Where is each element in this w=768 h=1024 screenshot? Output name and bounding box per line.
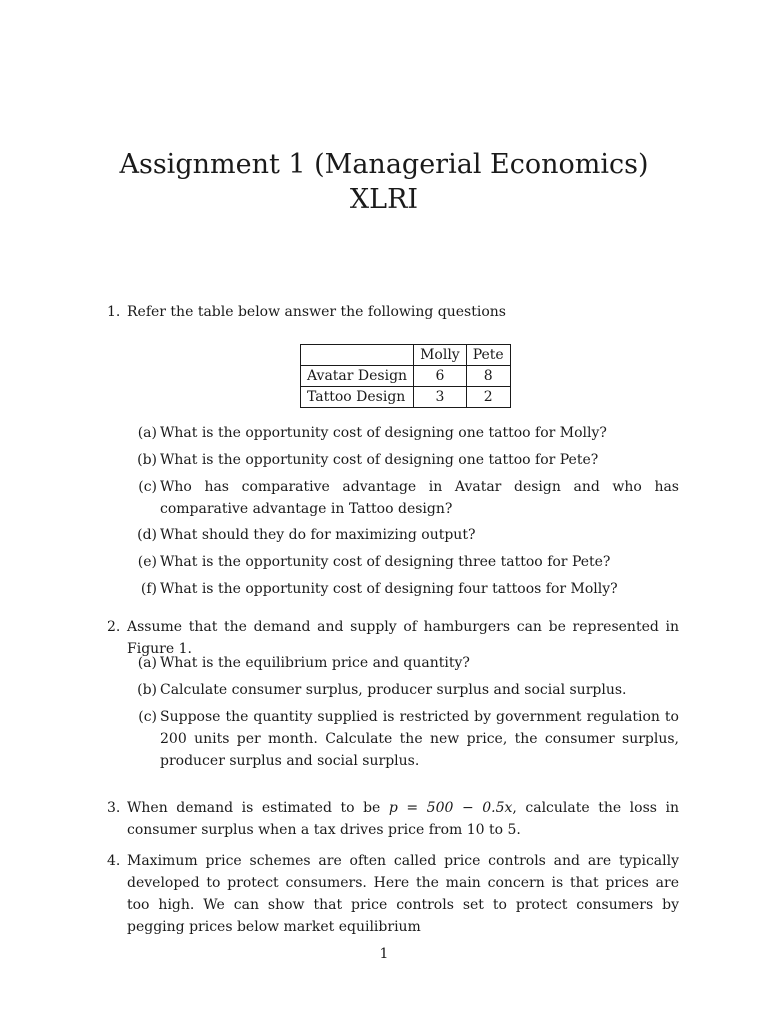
table-row	[301, 387, 511, 408]
part-text: Suppose the quantity supplied is restricted by government regulation to 200 units per month. Calculate the new price, the consumer surplus, producer surplus and social surplus.	[160, 709, 679, 769]
part-text: What should they do for maximizing output?	[160, 527, 476, 543]
part-label: (a)	[137, 425, 157, 441]
part-text: What is the equilibrium price and quantity?	[160, 655, 470, 671]
question-text-post: , calculate the loss in consumer surplus when a tax drives price from 10 to 5.	[127, 800, 679, 838]
part-label: (c)	[138, 479, 157, 495]
table-header-row	[301, 345, 511, 366]
part-label: (c)	[138, 709, 157, 725]
table-header-cell: Pete	[466, 345, 510, 366]
question-number: 2.	[107, 619, 121, 635]
question-text: Assume that the demand and supply of hamburgers can be represented in Figure 1.	[127, 619, 679, 657]
table-cell: 2	[466, 387, 510, 408]
question-text: Refer the table below answer the following questions	[127, 304, 506, 320]
question-text	[127, 797, 679, 841]
part-text: What is the opportunity cost of designing three tattoo for Pete?	[160, 554, 611, 570]
document-subtitle: XLRI	[349, 184, 419, 215]
table-header-cell: Molly	[414, 345, 467, 366]
part-text: What is the opportunity cost of designing one tattoo for Pete?	[160, 452, 599, 468]
question-number: 4.	[107, 853, 121, 869]
table-cell: 6	[414, 366, 467, 387]
part-text: What is the opportunity cost of designing one tattoo for Molly?	[160, 425, 607, 441]
part-text: Calculate consumer surplus, producer surplus and social surplus.	[160, 682, 627, 698]
question-number: 1.	[107, 304, 121, 320]
production-table	[300, 344, 511, 408]
part-label: (f)	[140, 581, 157, 597]
table-cell: Avatar Design	[301, 366, 414, 387]
part-label: (e)	[137, 554, 157, 570]
table-cell: 3	[414, 387, 467, 408]
part-label: (a)	[137, 655, 157, 671]
question-number: 3.	[107, 800, 121, 816]
page-number: 1	[379, 946, 389, 962]
question-text-pre: When demand is estimated to be	[127, 800, 389, 816]
table-cell: Tattoo Design	[301, 387, 414, 408]
part-text: What is the opportunity cost of designing four tattoos for Molly?	[160, 581, 618, 597]
part-label: (b)	[137, 452, 157, 468]
table-cell: 8	[466, 366, 510, 387]
document-title: Assignment 1 (Managerial Economics)	[119, 149, 649, 180]
part-label: (d)	[137, 527, 157, 543]
table-row	[301, 366, 511, 387]
table-header-cell	[301, 345, 414, 366]
part-label: (b)	[137, 682, 157, 698]
question-text: Maximum price schemes are often called price controls and are typically developed to protect consumers. Here the main concern is that prices are too high. We can show that price controls set to protect consumers by pegging prices below market equilibrium	[127, 853, 679, 935]
demand-formula: p = 500 − 0.5x	[388, 800, 513, 816]
part-text: Who has comparative advantage in Avatar design and who has comparative advantage in Tattoo design?	[160, 479, 679, 517]
